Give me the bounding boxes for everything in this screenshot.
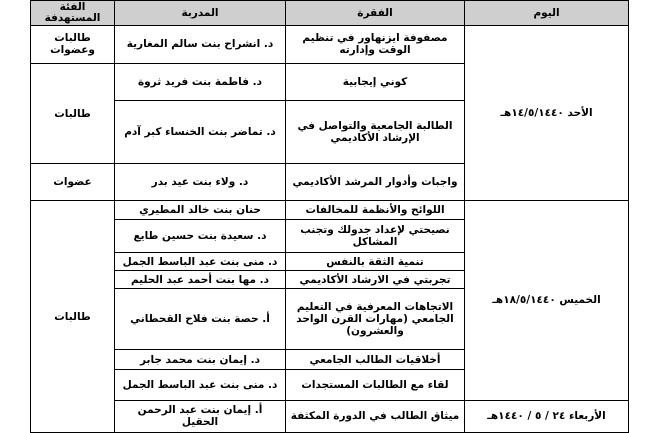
trainer-cell: أ. حصة بنت فلاح القحطاني (115, 289, 286, 350)
header-row (31, 1, 629, 26)
day-cell: الأربعاء ٢٤ / ٥ / ١٤٤٠هـ (465, 400, 629, 432)
topic-cell: تجربتي في الارشاد الأكاديمي (286, 271, 465, 289)
table-row (31, 26, 629, 64)
table-row (31, 201, 629, 220)
topic-cell: مصفوفة ايزنهاور في تنظيم الوقت وإدارته (286, 26, 465, 64)
header-category: الفئة المستهدفة (31, 1, 115, 26)
trainer-cell: د. منى بنت عبد الباسط الجمل (115, 370, 286, 400)
topic-cell: كوني إيجابية (286, 63, 465, 100)
category-cell: عضوات (31, 164, 115, 201)
topic-cell: الطالبة الجامعية والتواصل في الإرشاد الأكاديمي (286, 100, 465, 164)
header-trainer: المدربة (115, 1, 286, 26)
trainer-cell: د. سعيدة بنت حسين طايع (115, 220, 286, 253)
day-cell: الأحد ١٤/٥/١٤٤٠هـ (465, 26, 629, 201)
header-topic: الفقرة (286, 1, 465, 26)
trainer-cell: أ. إيمان بنت عبد الرحمن الحقيل (115, 400, 286, 432)
topic-cell: اللوائح والأنظمة للمخالفات (286, 201, 465, 220)
day-cell: الخميس ١٨/٥/١٤٤٠هـ (465, 201, 629, 401)
topic-cell: واجبات وأدوار المرشد الأكاديمي (286, 164, 465, 201)
table-row (31, 400, 629, 432)
topic-cell: نصيحتي لإعداد جدولك وتجنب المشاكل (286, 220, 465, 253)
trainer-cell: د. منى بنت عبد الباسط الجمل (115, 253, 286, 271)
category-cell: طالبات وعضوات (31, 26, 115, 64)
category-cell: طالبات (31, 63, 115, 163)
trainer-cell: د. فاطمة بنت فريد ثروة (115, 63, 286, 100)
topic-cell: لقاء مع الطالبات المستجدات (286, 370, 465, 400)
topic-cell: الاتجاهات المعرفية في التعليم الجامعي (مهارات القرن الواحد والعشرون) (286, 289, 465, 350)
topic-cell: ميثاق الطالب في الدورة المكثفة (286, 400, 465, 432)
topic-cell: أخلاقيات الطالب الجامعي (286, 350, 465, 370)
trainer-cell: د. تماضر بنت الخنساء كبر آدم (115, 100, 286, 164)
topic-cell: تنمية الثقة بالنفس (286, 253, 465, 271)
trainer-cell: د. إيمان بنت محمد جابر (115, 350, 286, 370)
trainer-cell: د. انشراح بنت سالم المغارية (115, 26, 286, 64)
header-day: اليوم (465, 1, 629, 26)
schedule-table (30, 0, 629, 433)
trainer-cell: د. مها بنت أحمد عبد الحليم (115, 271, 286, 289)
trainer-cell: د. ولاء بنت عيد بدر (115, 164, 286, 201)
category-cell: طالبات (31, 201, 115, 433)
trainer-cell: حنان بنت خالد المطيري (115, 201, 286, 220)
